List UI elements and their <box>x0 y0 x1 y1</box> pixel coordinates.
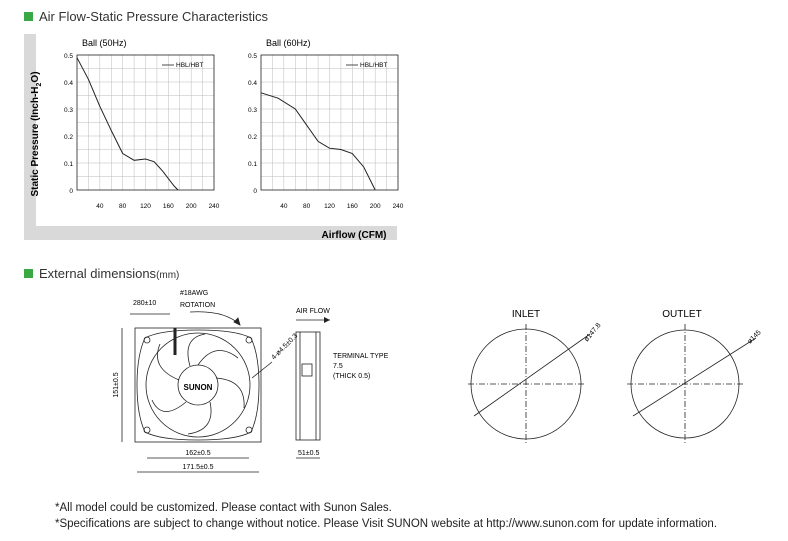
brand-logo-text: SUNON <box>183 383 213 392</box>
y-tick-label: 0 <box>253 188 257 195</box>
airflow-section-header <box>24 9 268 24</box>
dims-section-header <box>24 266 179 281</box>
y-tick-label: 0.1 <box>247 161 257 168</box>
y-tick-label: 0.2 <box>63 134 73 141</box>
mount-hole <box>246 427 252 433</box>
hole-spec-label: 4-ø4.5±0.3 <box>270 332 300 362</box>
dims-unit: (mm) <box>156 270 180 281</box>
air-flow-arrow-icon <box>324 317 330 323</box>
fan-side-view <box>296 320 330 458</box>
x-tick-label: 40 <box>280 203 288 210</box>
terminal-type-label: TERMINAL TYPE <box>333 353 389 360</box>
footnote-spec: *Specifications are subject to change without notice. Please Visit SUNON website at http://www.sunon.com for update information. <box>55 518 718 530</box>
inlet-label: INLET <box>511 309 541 320</box>
x-tick-label: 160 <box>162 203 174 210</box>
x-tick-label: 160 <box>346 203 358 210</box>
fan-blade <box>188 402 211 434</box>
mount-hole <box>144 427 150 433</box>
x-tick-label: 240 <box>392 203 404 210</box>
y-tick-label: 0 <box>69 188 73 195</box>
y-tick-label: 0.3 <box>63 107 73 114</box>
external-dimensions-drawing <box>0 280 788 480</box>
rotation-arrow <box>190 312 240 325</box>
x-tick-label: 80 <box>119 203 127 210</box>
inlet-diameter-line <box>474 334 590 416</box>
mount-hole <box>246 337 252 343</box>
outlet-label: OUTLET <box>662 309 702 320</box>
chart-layer <box>64 38 404 210</box>
hole-pitch-label: 162±0.5 <box>185 450 211 457</box>
x-tick-label: 40 <box>96 203 104 210</box>
pressure-chart-frame <box>24 34 404 241</box>
inlet-view <box>468 324 590 444</box>
chart-title: Ball (50Hz) <box>82 38 127 48</box>
pressure-charts <box>24 34 404 241</box>
x-tick-label: 200 <box>185 203 197 210</box>
wire-length-label: 280±10 <box>133 300 157 307</box>
inlet-diameter-label: ø147.8 <box>583 322 603 344</box>
y-tick-label: 0.5 <box>247 53 257 60</box>
outlet-view <box>627 324 756 444</box>
y-tick-label: 0.1 <box>63 161 73 168</box>
x-tick-label: 240 <box>208 203 220 210</box>
height-label: 151±0.5 <box>113 372 120 398</box>
y-axis-label: Static Pressure $(Inch-H_2O)$ <box>30 71 43 197</box>
outlet-diameter-line <box>633 338 756 416</box>
y-tick-label: 0.2 <box>247 134 257 141</box>
footnote-customize: *All model could be customized. Please contact with Sunon Sales. <box>55 502 392 514</box>
dims-section-title: External dimensions <box>39 266 157 281</box>
fan-blade <box>216 378 244 408</box>
series-line-hbl-hbt <box>77 58 178 190</box>
terminal-block <box>302 364 312 376</box>
y-tick-label: 0.4 <box>247 80 257 87</box>
x-tick-label: 120 <box>140 203 151 210</box>
fan-blade <box>198 350 238 365</box>
depth-label: 51±0.5 <box>298 450 320 457</box>
y-tick-label: 0.3 <box>247 107 257 114</box>
outlet-diameter-label: ø145 <box>746 329 763 346</box>
x-axis-label: Airflow (CFM) <box>321 230 387 241</box>
rotation-arrowhead-icon <box>234 318 240 325</box>
y-tick-label: 0.5 <box>63 53 73 60</box>
rotation-label: ROTATION <box>180 302 216 309</box>
chart-title: Ball (60Hz) <box>266 38 311 48</box>
x-tick-label: 200 <box>369 203 381 210</box>
legend-entry: HBL/HBT <box>176 62 204 69</box>
wire-gauge-label: #18AWG <box>180 290 209 297</box>
mount-hole <box>144 337 150 343</box>
terminal-value-label: 7.5 <box>333 363 343 370</box>
terminal-thick-label: (THICK 0.5) <box>333 373 371 380</box>
air-flow-label: AIR FLOW <box>296 308 330 315</box>
x-tick-label: 80 <box>303 203 311 210</box>
fan-blade <box>188 334 205 366</box>
y-tick-label: 0.4 <box>63 80 73 87</box>
x-tick-label: 120 <box>324 203 335 210</box>
fan-blade <box>152 400 186 412</box>
width-label: 171.5±0.5 <box>182 464 214 471</box>
green-square-bullet-icon <box>24 12 33 21</box>
airflow-section-title: Air Flow-Static Pressure Characteristics <box>39 9 268 24</box>
green-square-bullet-icon <box>24 269 33 278</box>
legend-entry: HBL/HBT <box>360 62 388 69</box>
hole-leader-line <box>252 362 272 378</box>
